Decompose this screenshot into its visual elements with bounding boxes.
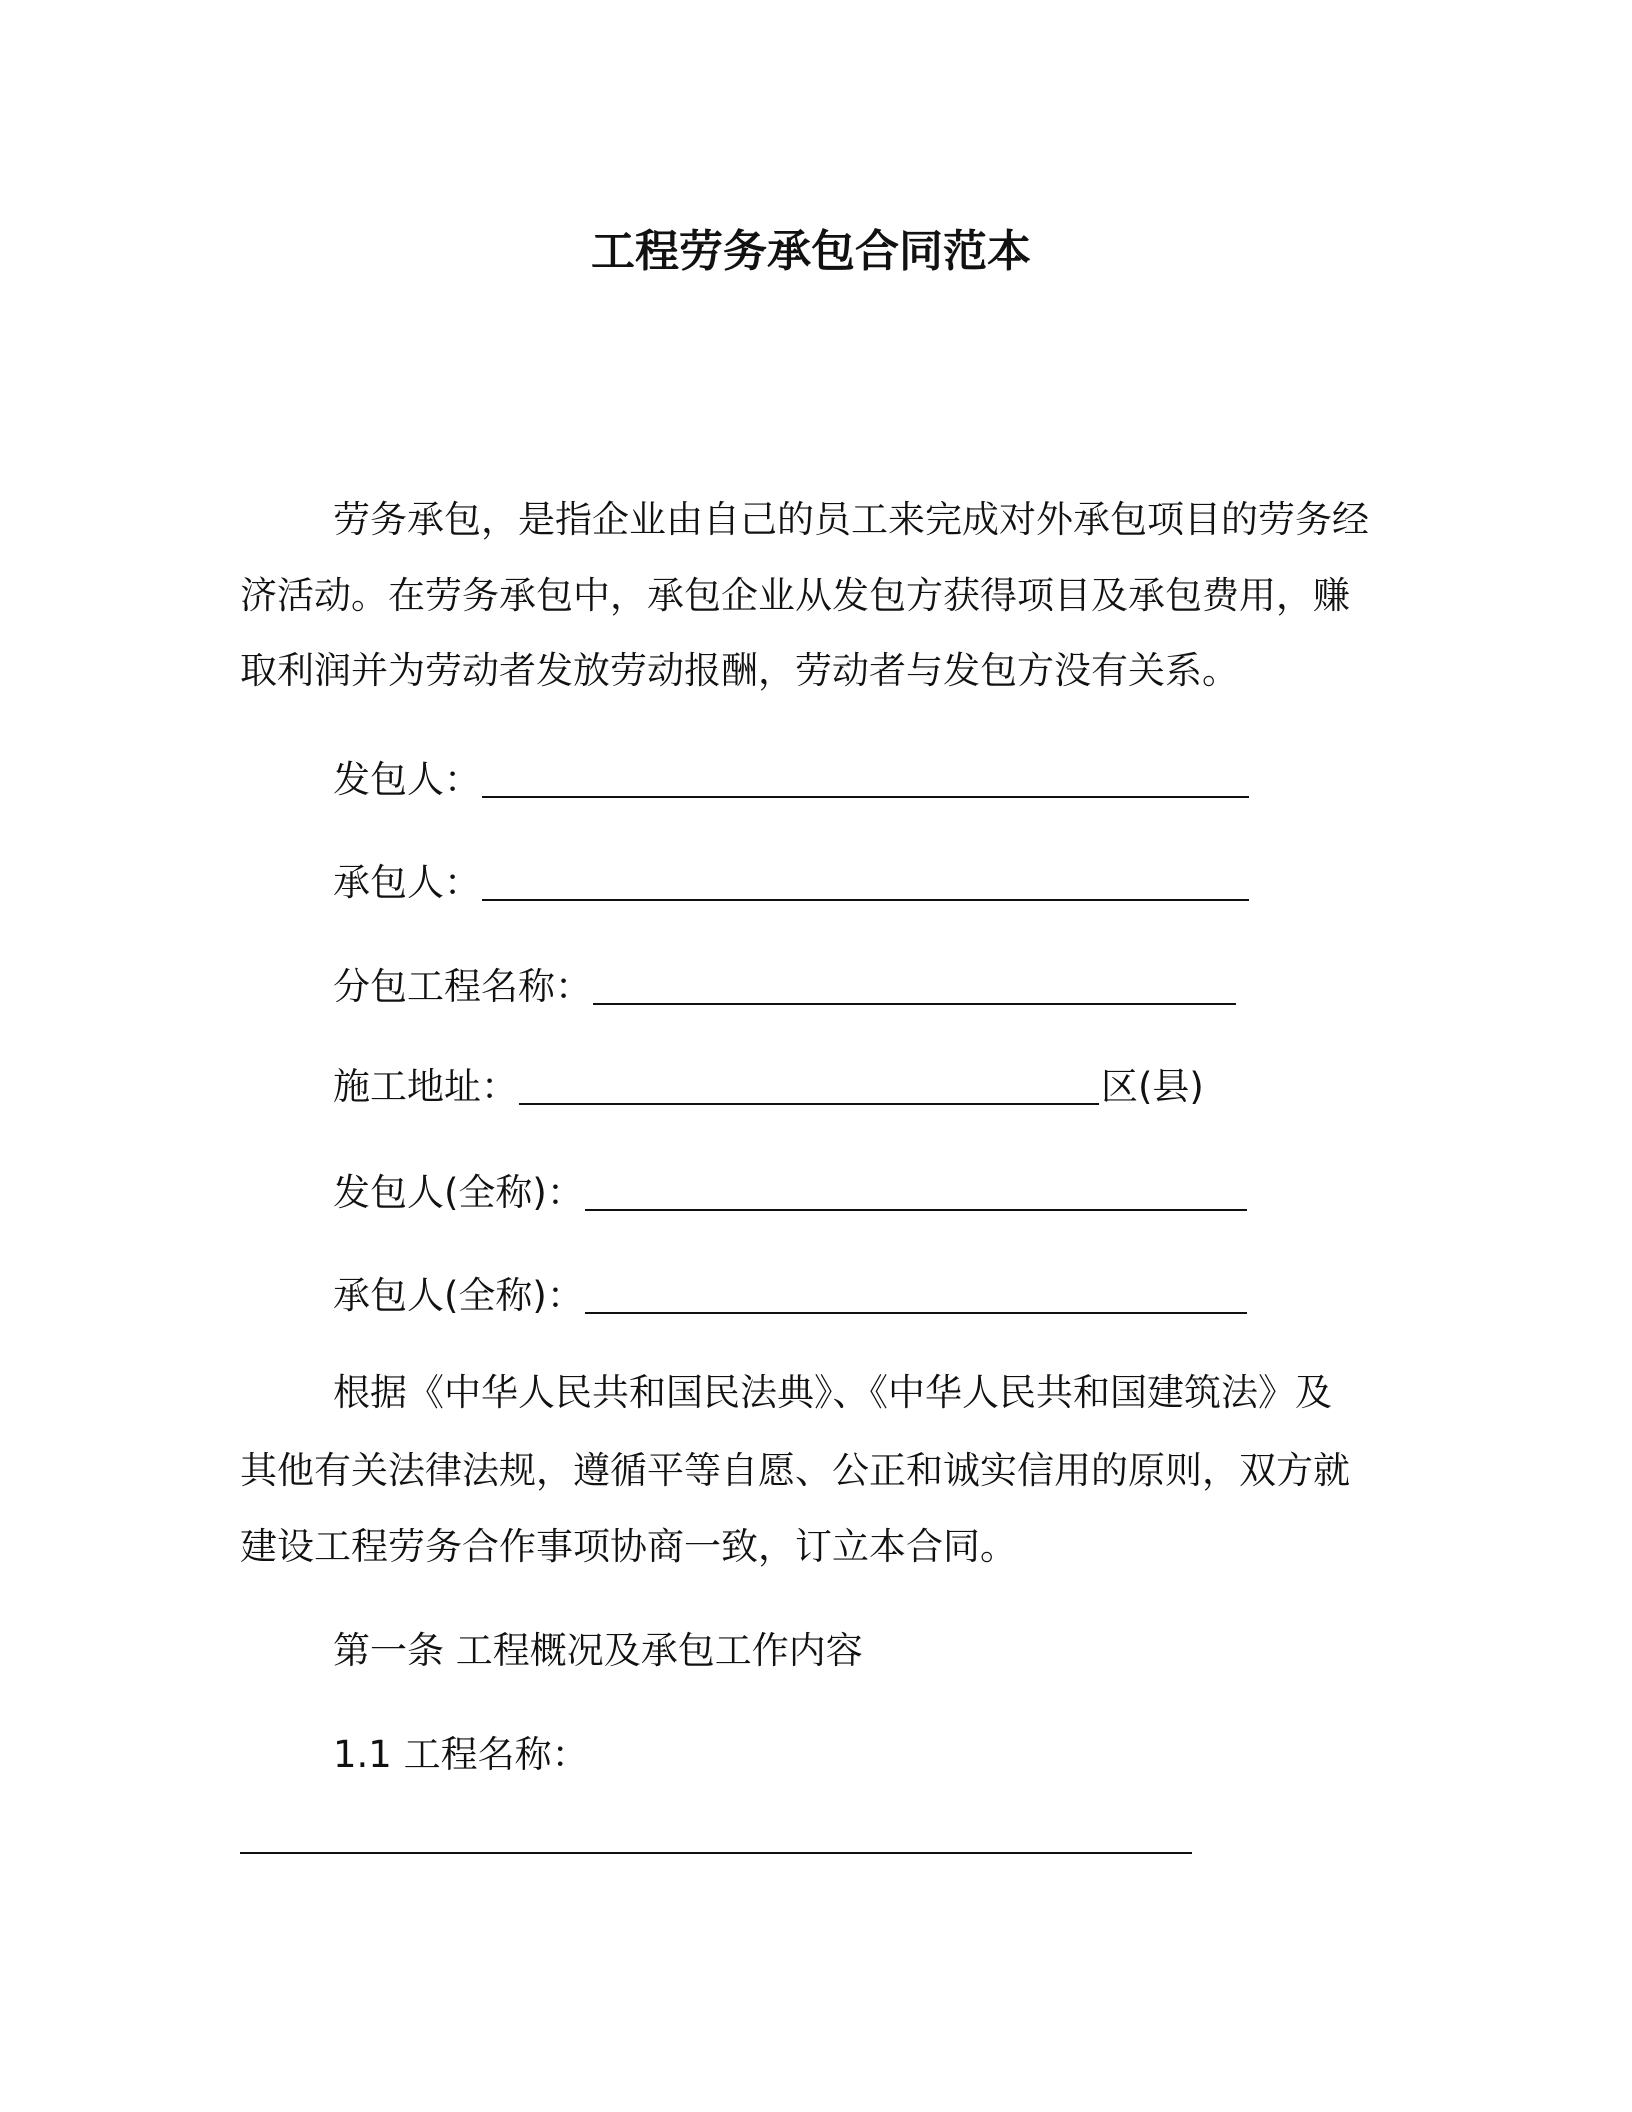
contractor-blank[interactable] — [482, 867, 1249, 901]
employer-blank[interactable] — [482, 764, 1249, 798]
contractor-full-label: 承包人(全称)： — [333, 1274, 584, 1317]
employer-full-label: 发包人(全称)： — [333, 1171, 584, 1214]
article-1-heading: 第一条 工程概况及承包工作内容 — [333, 1629, 863, 1672]
project-name-label: 分包工程名称： — [333, 965, 592, 1008]
site-address-label: 施工地址： — [333, 1065, 518, 1108]
project-name-blank-line[interactable] — [240, 1820, 1192, 1854]
basis-line-3: 建设工程劳务合作事项协商一致，订立本合同。 — [240, 1525, 1017, 1568]
employer-full-blank[interactable] — [585, 1177, 1247, 1211]
employer-label: 发包人： — [333, 758, 481, 801]
site-address-suffix: 区(县) — [1101, 1065, 1204, 1108]
contractor-label: 承包人： — [333, 861, 481, 904]
basis-line-2: 其他有关法律法规，遵循平等自愿、公正和诚实信用的原则，双方就 — [240, 1449, 1350, 1492]
intro-line-2: 济活动。在劳务承包中，承包企业从发包方获得项目及承包费用，赚 — [240, 574, 1350, 617]
intro-line-3: 取利润并为劳动者发放劳动报酬，劳动者与发包方没有关系。 — [240, 649, 1239, 692]
site-address-blank[interactable] — [519, 1071, 1099, 1105]
document-title: 工程劳务承包合同范本 — [591, 226, 1031, 277]
contractor-full-blank[interactable] — [585, 1280, 1247, 1314]
basis-line-1: 根据《中华人民共和国民法典》、《中华人民共和国建筑法》及 — [333, 1371, 1332, 1414]
intro-line-1: 劳务承包，是指企业由自己的员工来完成对外承包项目的劳务经 — [333, 498, 1369, 541]
project-name-blank[interactable] — [593, 971, 1236, 1005]
item-1-1-label: 1.1 工程名称： — [333, 1733, 589, 1776]
